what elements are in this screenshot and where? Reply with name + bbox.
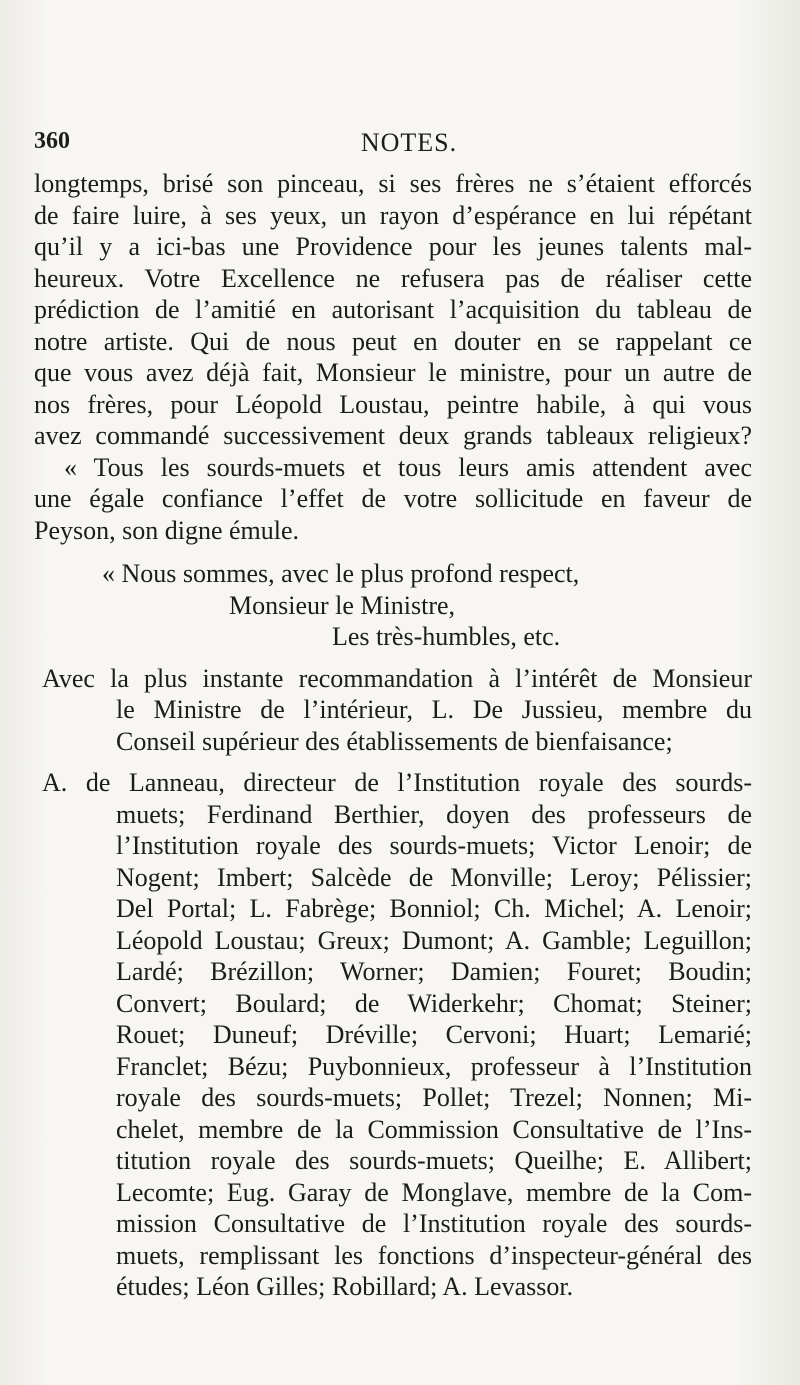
text-line: Franclet; Bézu; Puybonnieux, professeur à l’Institution (116, 1051, 752, 1081)
spacer (34, 757, 752, 767)
text-line: prédiction de l’amitié en autorisant l’acquisition du tableau de (34, 295, 752, 324)
text-line: avez commandé successivement deux grands tableaux religieux? (34, 421, 752, 450)
text-line: notre artiste. Qui de nous peut en douter en se rappelant ce (34, 326, 752, 356)
text-line: qu’il y a ici-bas une Providence pour les jeunes talents mal- (34, 232, 752, 261)
spacer (34, 653, 752, 663)
text-line: heureux. Votre Excellence ne refusera pas de réaliser cette (34, 263, 752, 293)
closing-formula (34, 558, 752, 653)
paragraph-3 (34, 663, 752, 758)
text-line: « Nous sommes, avec le plus profond respect, (102, 559, 580, 588)
spacer (34, 546, 752, 558)
text-line: que vous avez déjà fait, Monsieur le ministre, pour un autre de (34, 358, 752, 387)
page-header (34, 128, 750, 164)
text-line: Peyson, son digne émule. (34, 515, 300, 545)
text-line: Léopold Loustau; Greux; Dumont; A. Gamble; Leguillon; (116, 925, 752, 955)
text-line: muets; Ferdinand Berthier, doyen des professeurs de (116, 799, 752, 829)
text-line: « Tous les sourds-muets et tous leurs amis attendent avec (64, 452, 752, 482)
page-body (34, 168, 752, 1303)
text-line: Monsieur le Ministre, (229, 590, 456, 620)
text-line: une égale confiance l’effet de votre sollicitude en faveur de (34, 484, 752, 513)
text-line: Convert; Boulard; de Widerkehr; Chomat; Steiner; (116, 988, 752, 1018)
page-number: 360 (34, 128, 70, 154)
text-line: Lecomte; Eug. Garay de Monglave, membre de la Com- (116, 1177, 752, 1207)
text-line: royale des sourds-muets; Pollet; Trezel; Nonnen; Mi- (116, 1083, 752, 1112)
text-line: longtemps, brisé son pinceau, si ses frères ne s’étaient efforcés (34, 169, 752, 198)
text-line: Conseil supérieur des établissements de bienfaisance; (116, 726, 673, 756)
text-line: chelet, membre de la Commission Consultative de l’Ins- (116, 1114, 752, 1144)
text-line: Nogent; Imbert; Salcède de Monville; Leroy; Pélissier; (116, 862, 752, 892)
text-line: muets, remplissant les fonctions d’inspecteur-général des (116, 1240, 752, 1270)
text-line: le Ministre de l’intérieur, L. De Jussieu, membre du (116, 695, 752, 724)
text-line: nos frères, pour Léopold Loustau, peintre habile, à qui vous (34, 389, 752, 419)
signatories-list (34, 767, 752, 1303)
paragraph-1 (34, 168, 752, 452)
text-line: mission Consultative de l’Institution royale des sourds- (116, 1209, 752, 1238)
text-line: Avec la plus instante recommandation à l’intérêt de Monsieur (42, 663, 752, 693)
text-line: Lardé; Brézillon; Worner; Damien; Fouret; Boudin; (116, 957, 752, 986)
text-line: Les très-humbles, etc. (332, 622, 561, 651)
text-line: A. de Lanneau, directeur de l’Institution royale des sourds- (42, 768, 752, 797)
paragraph-2 (34, 452, 752, 547)
text-line: études; Léon Gilles; Robillard; A. Levassor. (116, 1272, 574, 1301)
text-line: de faire luire, à ses yeux, un rayon d’espérance en lui répétant (34, 200, 752, 230)
text-line: titution royale des sourds-muets; Queilhe; E. Allibert; (116, 1146, 752, 1175)
text-line: l’Institution royale des sourds-muets; Victor Lenoir; de (116, 831, 752, 860)
text-line: Rouet; Duneuf; Dréville; Cervoni; Huart; Lemarié; (116, 1020, 752, 1049)
text-line: Del Portal; L. Fabrège; Bonniol; Ch. Michel; A. Lenoir; (116, 894, 752, 923)
running-head: NOTES. (360, 128, 458, 157)
